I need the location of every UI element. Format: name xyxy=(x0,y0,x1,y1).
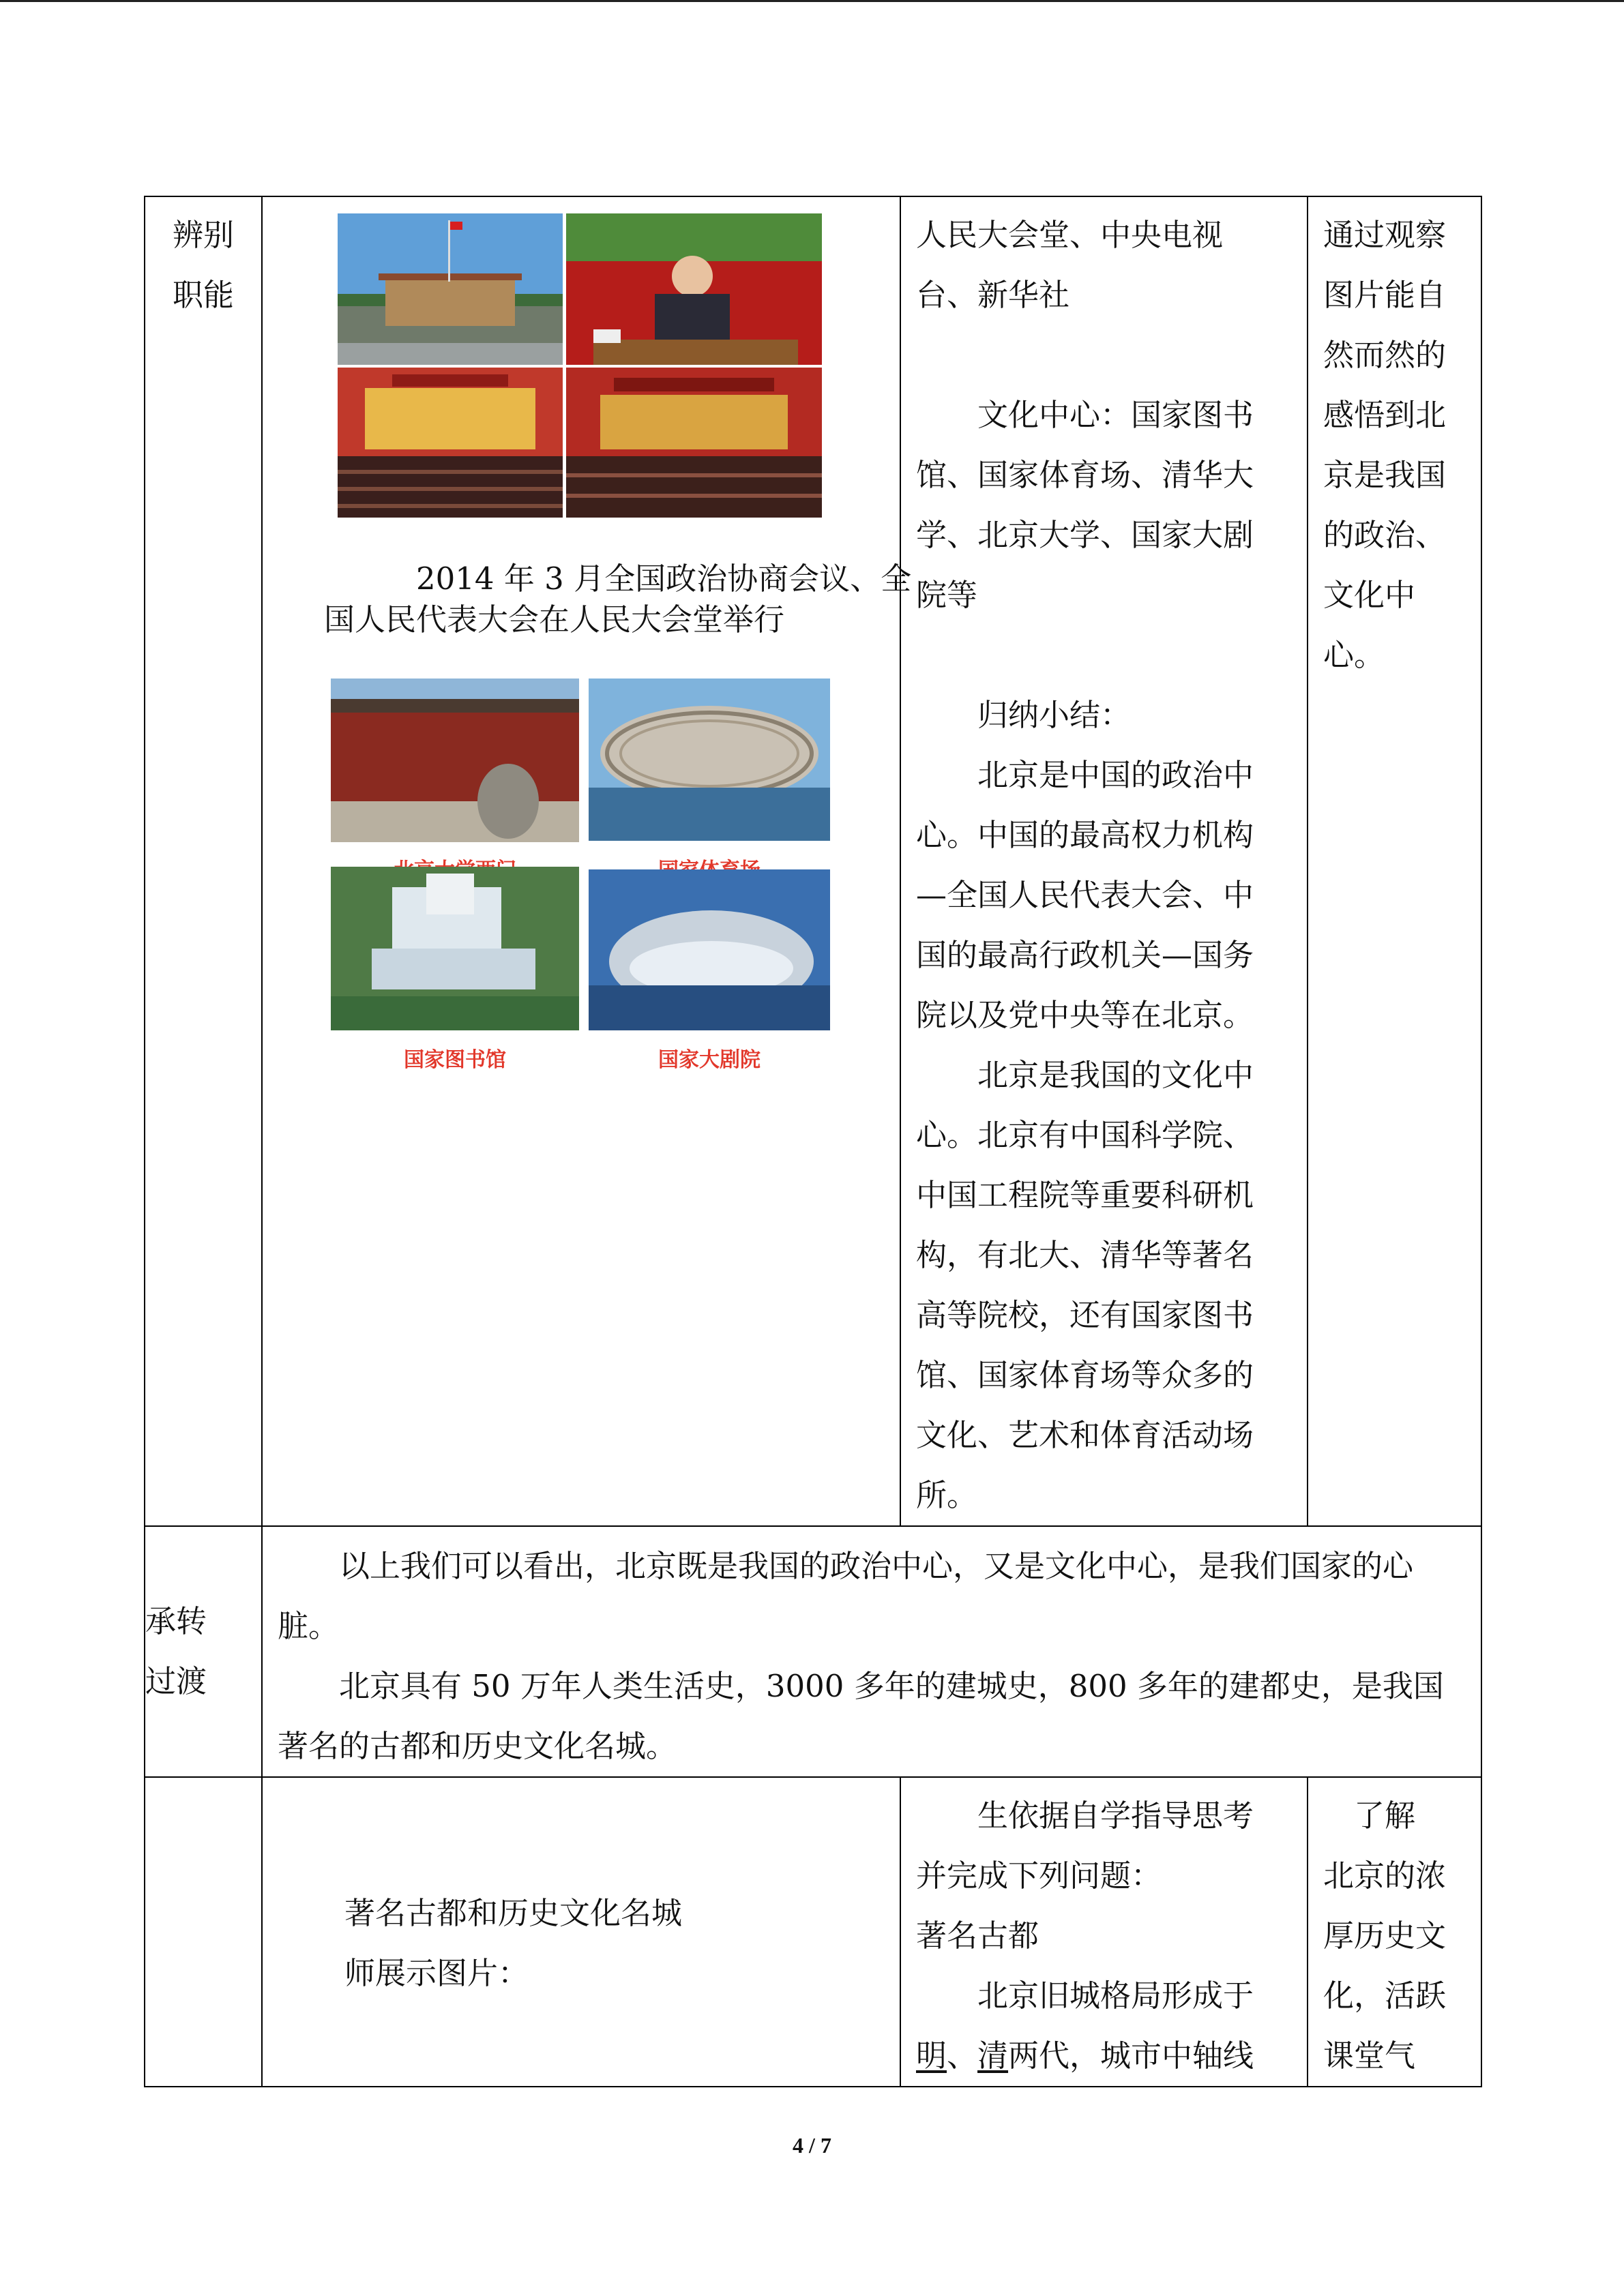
text-line: 北京是中国的政治中 xyxy=(977,757,1254,793)
national-library-photo xyxy=(331,867,579,1030)
text-line: 著名古都和历史文化名城 xyxy=(344,1895,683,1931)
session-hall-photo-1 xyxy=(338,368,563,518)
text-line: 学、北京大学、国家大剧 xyxy=(916,517,1254,553)
student-activity-text xyxy=(901,197,1307,1525)
lesson-plan-table xyxy=(144,196,1482,2087)
underlined-dynasty-qing: 清 xyxy=(977,2038,1009,2074)
text-line: 化，活跃 xyxy=(1323,1978,1447,2014)
great-hall-exterior-photo xyxy=(338,213,563,365)
text-line: 厚历史文 xyxy=(1323,1918,1447,1954)
design-intent-cell xyxy=(1308,196,1481,1526)
row-label-line: 辨别 xyxy=(173,217,235,253)
photo-label: 国家图书馆 xyxy=(404,1048,506,1072)
text-line: 归纳小结： xyxy=(977,697,1132,733)
student-activity-cell xyxy=(900,1777,1308,2087)
peking-university-gate-photo xyxy=(331,679,579,842)
text-line xyxy=(916,625,1293,685)
text-line xyxy=(916,325,1293,385)
photo-collage xyxy=(263,197,912,1513)
row-label-cell xyxy=(145,196,262,1526)
design-intent-text xyxy=(1308,197,1481,685)
text-line: 了解 xyxy=(1354,1798,1416,1834)
text-line: 文化中 xyxy=(1323,577,1416,613)
text-line: 心。中国的最高权力机构 xyxy=(916,817,1254,853)
text-line: 著名古都 xyxy=(916,1918,1039,1954)
transition-paragraph: 以上我们可以看出，北京既是我国的政治中心，又是文化中心，是我们国家的心脏。 xyxy=(278,1548,1414,1644)
underlined-dynasty-ming: 明 xyxy=(916,2038,947,2074)
text-line: 生依据自学指导思考 xyxy=(977,1798,1254,1834)
page-number: 4 / 7 xyxy=(793,2133,831,2158)
row-label-line: 过渡 xyxy=(145,1663,207,1699)
text-line: 院等 xyxy=(916,577,978,613)
text-line: 北京是我国的文化中 xyxy=(977,1057,1254,1093)
page-top-border xyxy=(0,0,1624,2)
photo-caption xyxy=(324,558,911,640)
text-line: 高等院校，还有国家图书 xyxy=(916,1297,1254,1333)
teacher-activity-cell xyxy=(262,1777,900,2087)
text-line: 馆、国家体育场等众多的 xyxy=(916,1357,1254,1393)
text-line: 的政治、 xyxy=(1323,517,1447,553)
transition-text-cell xyxy=(262,1526,1481,1777)
session-hall-photo-2 xyxy=(566,368,822,518)
text-line: 然而然的 xyxy=(1323,337,1447,373)
transition-paragraph: 北京具有 50 万年人类生活史，3000 多年的建城史，800 多年的建都史，是我国著名的古都和历史文化名城。 xyxy=(278,1668,1444,1764)
text-line: 中国工程院等重要科研机 xyxy=(916,1177,1254,1213)
text-line: 北京旧城格局形成于 xyxy=(977,1978,1254,2014)
text-line: 课堂气 xyxy=(1323,2038,1416,2074)
national-grand-theatre-photo xyxy=(589,869,830,1030)
text-fragment: 两代，城市中轴线 xyxy=(1008,2038,1254,2074)
text-line: 文化、艺术和体育活动场 xyxy=(916,1417,1254,1453)
row-label-line: 承转 xyxy=(145,1603,207,1639)
row-label-line: 职能 xyxy=(173,277,235,313)
design-intent-cell xyxy=(1308,1777,1481,2087)
text-line: —全国人民代表大会、中 xyxy=(916,877,1254,913)
text-line: 人民大会堂、中央电视 xyxy=(916,217,1224,253)
table-row-historic-capital xyxy=(145,1777,1481,2087)
text-line: 文化中心：国家图书 xyxy=(977,397,1254,433)
text-line: 感悟到北 xyxy=(1323,397,1447,433)
text-line: 院以及党中央等在北京。 xyxy=(916,997,1254,1033)
speaker-photo xyxy=(566,213,822,365)
text-line: 馆、国家体育场、清华大 xyxy=(916,457,1254,493)
table-row-identify-functions xyxy=(145,196,1481,1526)
text-line: 国的最高行政机关—国务 xyxy=(916,937,1254,973)
text-line xyxy=(916,2026,1293,2086)
table-row-transition xyxy=(145,1526,1481,1777)
caption-line-1: 2014 年 3 月全国政治协商会议、全 xyxy=(416,561,912,597)
text-line: 心。 xyxy=(1323,637,1385,673)
row-label-cell xyxy=(145,1777,262,2087)
row-label-cell xyxy=(145,1526,262,1777)
caption-line-2: 国人民代表大会在人民大会堂举行 xyxy=(324,601,785,638)
teacher-activity-cell xyxy=(262,196,912,1526)
text-line: 通过观察 xyxy=(1323,217,1447,253)
national-stadium-photo xyxy=(589,679,830,841)
text-line: 台、新华社 xyxy=(916,277,1070,313)
separator: 、 xyxy=(947,2038,978,2074)
text-line: 构，有北大、清华等著名 xyxy=(916,1237,1254,1273)
text-line: 师展示图片： xyxy=(344,1955,529,1991)
text-line: 心。北京有中国科学院、 xyxy=(916,1117,1254,1153)
text-line: 京是我国 xyxy=(1323,457,1447,493)
text-line: 并完成下列问题： xyxy=(916,1858,1162,1894)
text-line: 图片能自 xyxy=(1323,277,1447,313)
text-line: 北京的浓 xyxy=(1323,1858,1447,1894)
text-line: 所。 xyxy=(916,1477,978,1513)
student-activity-cell xyxy=(900,196,1308,1526)
photo-label: 国家大剧院 xyxy=(658,1048,761,1072)
